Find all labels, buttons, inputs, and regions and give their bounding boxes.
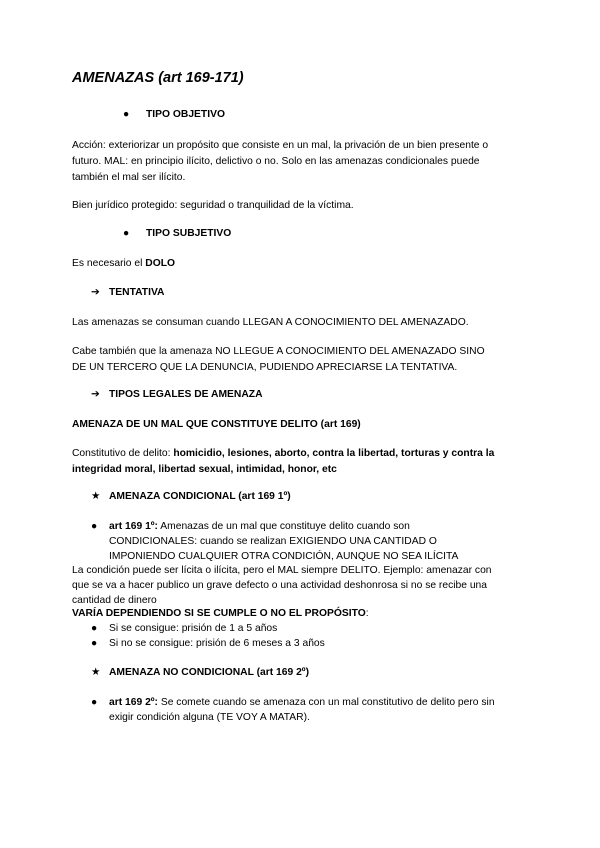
text-run: Amenazas de un mal que constituye delito cuando son: [157, 521, 410, 532]
text-line: Acción: exteriorizar un propósito que consiste en un mal, la privación de un bien presente o: [72, 140, 489, 151]
heading-tipo-subjetivo: [123, 228, 231, 239]
heading-tentativa: [91, 286, 164, 298]
text-line: La condición puede ser lícita o ilícita, pero el MAL siempre DELITO. Ejemplo: amenazar con: [72, 565, 492, 576]
text-run-bold: integridad moral, libertad sexual, intimidad, honor, etc: [72, 464, 337, 475]
bullet-icon: ●: [91, 697, 98, 708]
paragraph-condicion: [72, 563, 534, 608]
list-item-no-consigue: [91, 636, 325, 651]
paragraph-constitutivo: [72, 446, 534, 478]
paragraph-varia: [72, 606, 534, 621]
list-item-text: Si no se consigue: prisión de 6 meses a 3 años: [109, 638, 325, 649]
paragraph-accion: [72, 138, 534, 186]
text-line: que se va a hacer publico un grave defecto o una actividad deshonrosa si no se recibe una: [72, 580, 488, 591]
heading-label: TIPO SUBJETIVO: [146, 228, 232, 239]
list-item-si-consigue: [91, 621, 277, 636]
text-run: :: [365, 608, 369, 619]
bullet-icon: ●: [91, 638, 98, 649]
arrow-icon: ➔: [91, 389, 100, 400]
paragraph-bien-juridico: Bien jurídico protegido: seguridad o tranquilidad de la víctima.: [72, 200, 354, 211]
text-line: [72, 462, 534, 478]
heading-tipos-legales: [91, 388, 263, 400]
article-ref: art 169 1º:: [109, 521, 158, 532]
text-run-bold: VARÍA DEPENDIENDO SI SE CUMPLE O NO EL PROPÓSITO: [72, 608, 366, 619]
dolo-term: DOLO: [145, 258, 176, 269]
heading-tipo-objetivo: [123, 109, 225, 120]
bullet-icon: ●: [123, 109, 130, 120]
bullet-icon: ●: [123, 228, 130, 239]
page-title: AMENAZAS (art 169-171): [72, 70, 244, 86]
text-line: también el mal ser ilícito.: [72, 172, 186, 183]
text-run: Es necesario el: [72, 258, 146, 269]
heading-label: TIPOS LEGALES DE AMENAZA: [109, 389, 263, 400]
text-run: CONDICIONALES: cuando se realizan EXIGIENDO UNA CANTIDAD O: [109, 536, 437, 547]
heading-label: TENTATIVA: [109, 287, 165, 298]
heading-label: TIPO OBJETIVO: [146, 109, 225, 120]
list-item-text: [109, 519, 531, 564]
arrow-icon: ➔: [91, 287, 100, 298]
bullet-icon: ●: [91, 521, 98, 532]
heading-label: AMENAZA CONDICIONAL (art 169 1º): [109, 491, 291, 502]
heading-amenaza-no-condicional: [91, 666, 309, 678]
text-run-bold: homicidio, lesiones, aborto, contra la libertad, torturas y contra la: [173, 448, 495, 459]
text-line: DE UN TERCERO QUE LA DENUNCIA, PUDIENDO APRECIARSE LA TENTATIVA.: [72, 362, 458, 373]
text-run: Constitutivo de delito:: [72, 448, 174, 459]
text-run: Se comete cuando se amenaza con un mal constitutivo de delito pero sin: [157, 697, 495, 708]
article-ref: art 169 2º:: [109, 697, 158, 708]
star-icon: ★: [91, 491, 101, 502]
paragraph-cabe: [72, 344, 534, 376]
star-icon: ★: [91, 667, 101, 678]
text-run: exigir condición alguna (TE VOY A MATAR).: [109, 712, 310, 723]
heading-label: AMENAZA NO CONDICIONAL (art 169 2º): [109, 667, 309, 678]
text-run: IMPONIENDO CUALQUIER OTRA CONDICIÓN, AUNQUE NO SEA ILÍCITA: [109, 551, 459, 562]
list-item-text: Si se consigue: prisión de 1 a 5 años: [109, 623, 278, 634]
bullet-icon: ●: [91, 623, 98, 634]
text-line: Cabe también que la amenaza NO LLEGUE A CONOCIMIENTO DEL AMENAZADO SINO: [72, 346, 485, 357]
paragraph-consuman: Las amenazas se consuman cuando LLEGAN A CONOCIMIENTO DEL AMENAZADO.: [72, 317, 469, 328]
heading-amenaza-condicional: [91, 490, 291, 502]
text-line: futuro. MAL: en principio ilícito, delictivo o no. Solo en las amenazas condicionales puede: [72, 156, 480, 167]
list-item-art-169-2: [91, 695, 531, 725]
heading-amenaza-delito: AMENAZA DE UN MAL QUE CONSTITUYE DELITO (art 169): [72, 419, 361, 430]
text-line: cantidad de dinero: [72, 595, 157, 606]
list-item-art-169-1: [91, 519, 531, 564]
list-item-text: [109, 695, 531, 725]
text-line: [72, 446, 534, 462]
paragraph-dolo: [72, 256, 534, 272]
